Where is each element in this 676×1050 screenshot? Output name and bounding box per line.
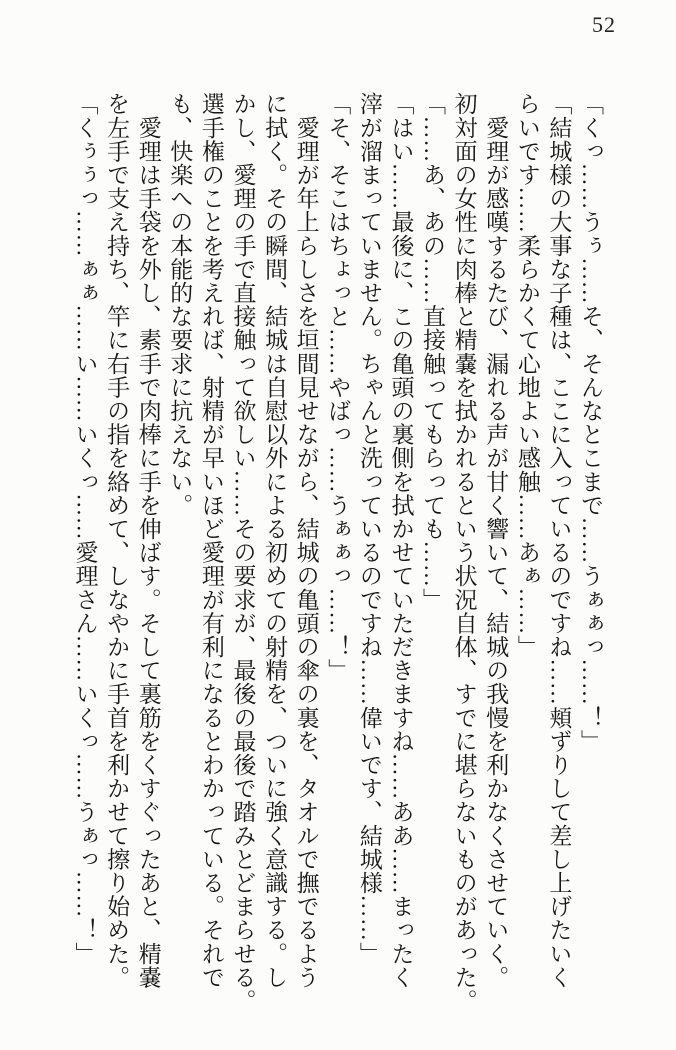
vertical-text-block <box>69 92 606 1036</box>
text-line: 愛理が感嘆するたび、漏れる声が甘く響いて、結城の我慢を利かなくさせていく。 <box>483 92 509 989</box>
text-line: 「はい……最後に、この亀頭の裏側を拭かせていただきますね……ああ……まったく <box>388 92 414 989</box>
text-line: に拭く。その瞬間、結城は自慰以外による初めての射精を、ついに強く意識する。し <box>262 92 288 989</box>
text-line: 愛理は手袋を外し、素手で肉棒に手を伸ばす。そして裏筋をくすぐったあと、精嚢 <box>135 92 161 989</box>
text-line: かし、愛理の手で直接触って欲しい……その要求が、最後の最後で踏みとどまらせる。 <box>230 92 256 1013</box>
text-line: 初対面の女性に肉棒と精嚢を拭かれるという状況自体、すでに堪らないものがあった。 <box>451 92 477 1013</box>
page-number: 52 <box>592 12 616 37</box>
text-line: 「……あ、あの……直接触ってもらっても……」 <box>420 92 446 612</box>
text-line: らいです……柔らかくて心地よい感触……あぁ……」 <box>514 92 540 659</box>
text-line: 愛理が年上らしさを垣間見せながら、結城の亀頭の傘の裏を、タオルで撫でるよう <box>293 92 319 989</box>
text-line: 選手権のことを考えれば、射精が早いほど愛理が有利になるとわかっている。それで <box>198 92 224 989</box>
text-line: 「くぅぅっ……ぁぁ……い……いくっ……愛理さん……いくっ……うぁっ……！」 <box>72 92 98 966</box>
text-line: 滓が溜まっていません。ちゃんと洗っているのですね……偉いです、結城様……」 <box>356 92 382 966</box>
text-line: を左手で支え持ち、竿に右手の指を絡めて、しなやかに手首を利かせて擦り始めた。 <box>104 92 130 989</box>
text-line: 「結城様の大事な子種は、ここに入っているのですね……頬ずりして差し上げたいく <box>546 92 572 989</box>
text-line: 「くっ……うぅ……そ、そんなとこまで……うぁぁっ……！」 <box>578 92 603 753</box>
text-line: も、快楽への本能的な要求に抗えない。 <box>167 92 193 517</box>
text-line: 「そ、そこはちょっと……やばっ……うぁぁっ……！」 <box>325 92 351 682</box>
